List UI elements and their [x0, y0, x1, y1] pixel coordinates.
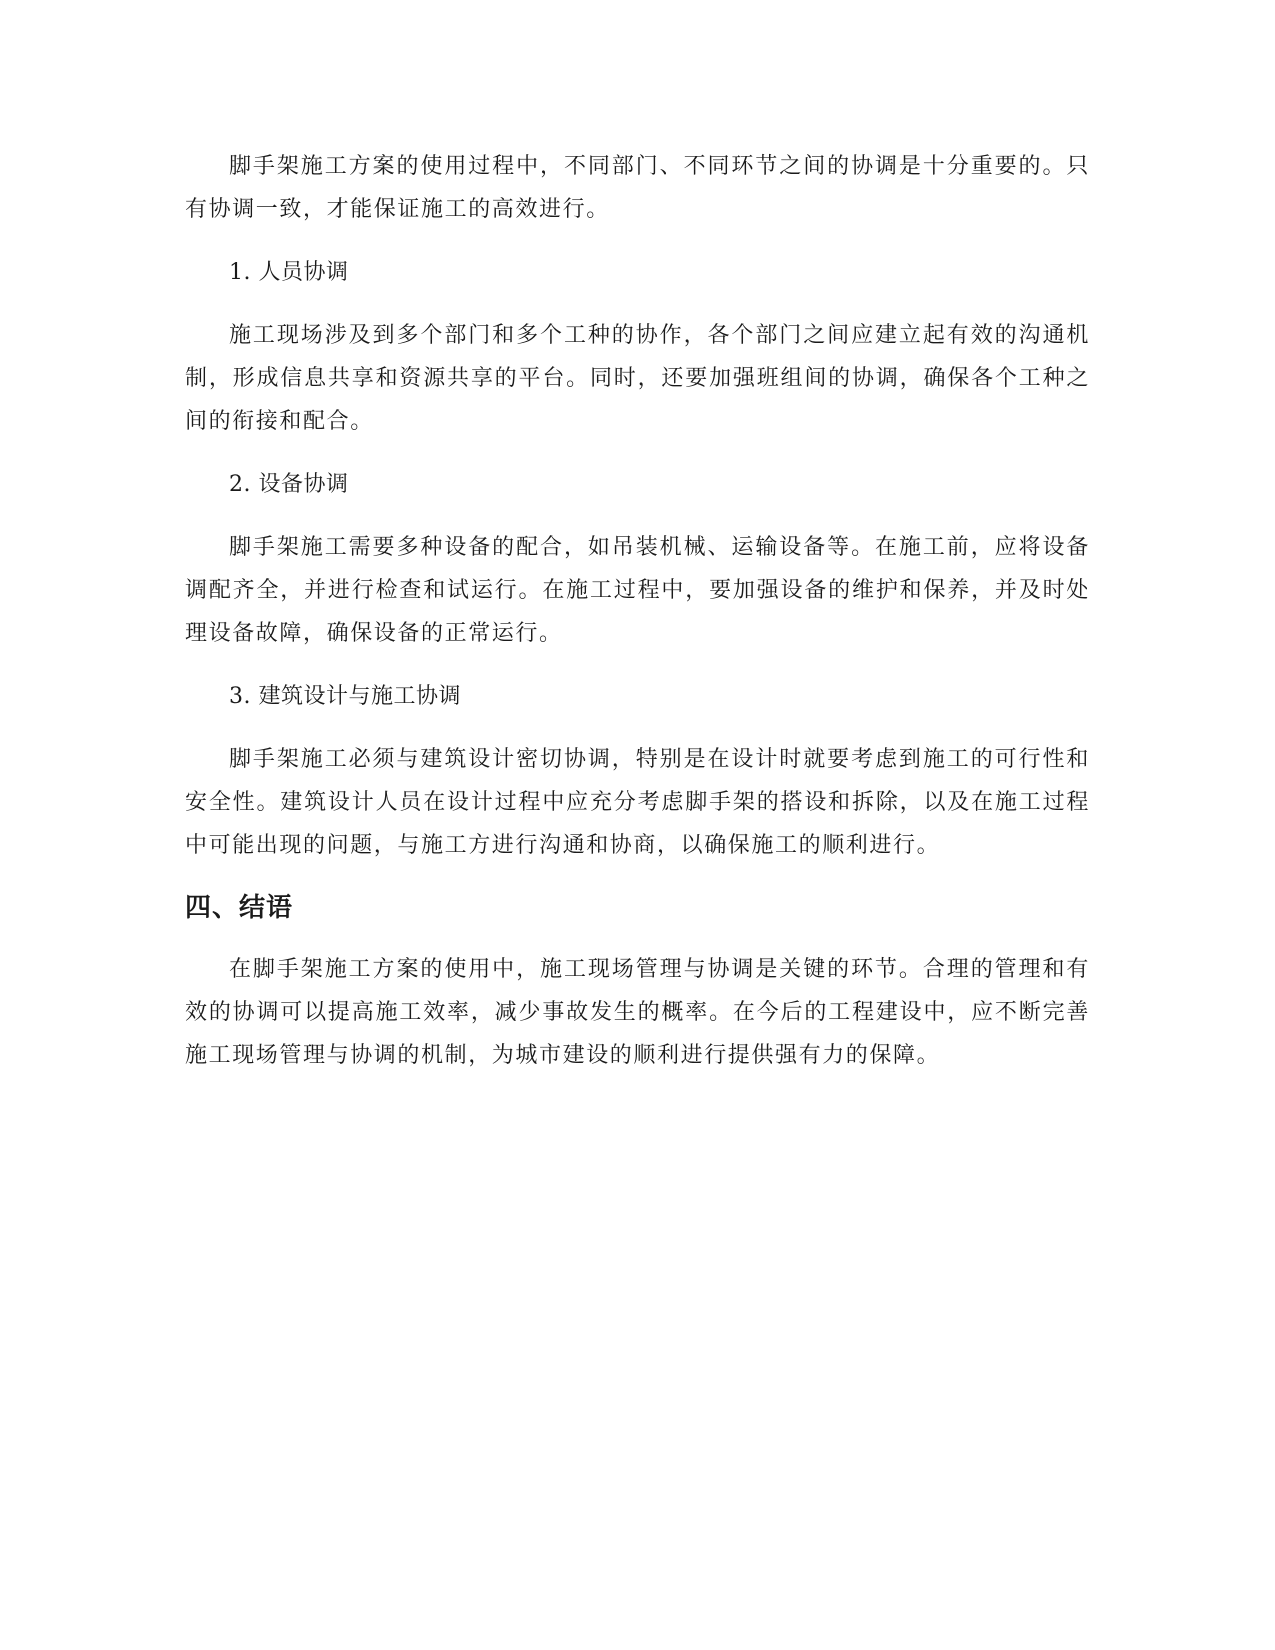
paragraph-personnel-coordination: 施工现场涉及到多个部门和多个工种的协作，各个部门之间应建立起有效的沟通机制，形成信息共享和资源共享的平台。同时，还要加强班组间的协调，确保各个工种之间的衔接和配合。 — [185, 323, 1090, 434]
conclusion-title: 四、结语 — [185, 893, 294, 923]
paragraph-equipment-coordination: 脚手架施工需要多种设备的配合，如吊装机械、运输设备等。在施工前，应将设备调配齐全，并进行检查和试运行。在施工过程中，要加强设备的维护和保养，并及时处理设备故障，确保设备的正常运行。 — [185, 535, 1090, 646]
heading-design-construction-coordination: 3. 建筑设计与施工协调 — [229, 684, 461, 709]
heading-equipment-coordination: 2. 设备协调 — [229, 472, 349, 497]
document-page — [185, 145, 1090, 1097]
intro-paragraph: 脚手架施工方案的使用过程中，不同部门、不同环节之间的协调是十分重要的。只有协调一致，才能保证施工的高效进行。 — [185, 154, 1090, 222]
paragraph-design-construction-coordination: 脚手架施工必须与建筑设计密切协调，特别是在设计时就要考虑到施工的可行性和安全性。建筑设计人员在设计过程中应充分考虑脚手架的搭设和拆除，以及在施工过程中可能出现的问题，与施工方进行沟通和协商，以确保施工的顺利进行。 — [185, 747, 1090, 858]
heading-personnel-coordination: 1. 人员协调 — [229, 260, 349, 285]
conclusion-paragraph: 在脚手架施工方案的使用中，施工现场管理与协调是关键的环节。合理的管理和有效的协调可以提高施工效率，减少事故发生的概率。在今后的工程建设中，应不断完善施工现场管理与协调的机制，为城市建设的顺利进行提供强有力的保障。 — [185, 957, 1090, 1068]
